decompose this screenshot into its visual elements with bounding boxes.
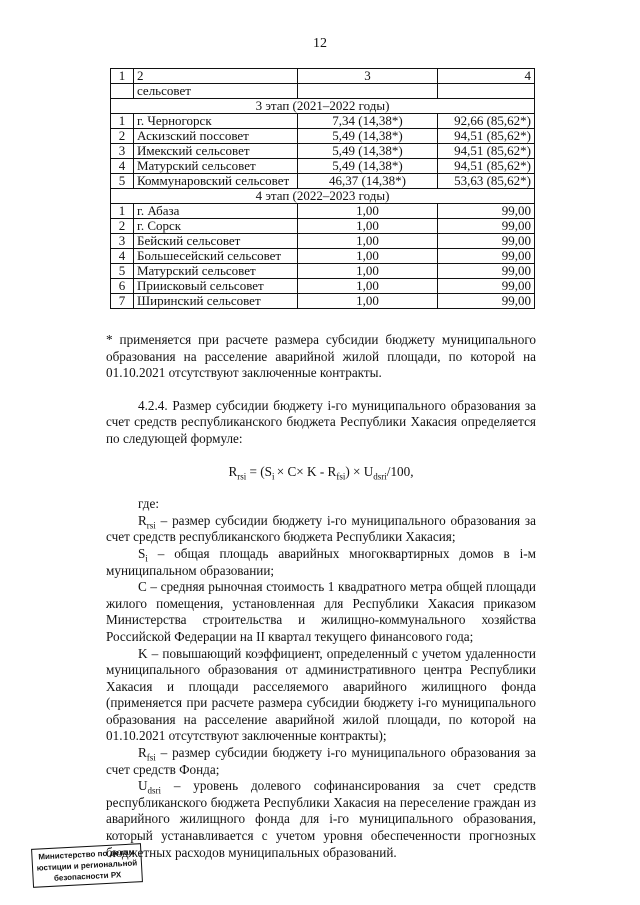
definition-item: K – повышающий коэффициент, определенный с учетом удаленности муниципального образования от административного центра Республики Хакасия и площади расселяемого аварийного жилищного фонда (применяется при расчете размера субсидии бюджету i-го муниципального образования на расселение аварийной жилой площади, по которой на 01.10.2021 отсутствуют заключенные контракты);	[106, 645, 536, 744]
document-body	[106, 332, 536, 861]
stage-title: 3 этап (2021–2022 годы)	[111, 99, 535, 114]
table-row	[111, 174, 535, 189]
table-cell: 5,49 (14,38*)	[298, 159, 438, 174]
table-cell: 3	[111, 144, 134, 159]
table-cell: 6	[111, 279, 134, 294]
table-row	[111, 204, 535, 219]
table-cell: 5	[111, 264, 134, 279]
table-cell: Бейский сельсовет	[134, 234, 298, 249]
table-cell: 2	[111, 129, 134, 144]
table-cell: 1	[111, 114, 134, 129]
table-cell: Матурский сельсовет	[134, 159, 298, 174]
table-cell: Приисковый сельсовет	[134, 279, 298, 294]
table-cell	[438, 84, 535, 99]
table-cell: 3	[111, 234, 134, 249]
table-cell: 4	[438, 69, 535, 84]
table-cell: 2	[111, 219, 134, 234]
table-cell: Аскизский поссовет	[134, 129, 298, 144]
table-cell: Коммунаровский сельсовет	[134, 174, 298, 189]
table-cell: 7,34 (14,38*)	[298, 114, 438, 129]
stage-header-row	[111, 99, 535, 114]
definition-item: $U_{dsri}$ – уровень долевого софинансирования за счет средств республиканского бюджета Республики Хакасия на переселение граждан из аварийного жилищного фонда для i-го муниципального образования, который устанавливается с учетом уровня обеспеченности прогнозных бюджетных расходов муниципальных образований.	[106, 778, 536, 860]
table-cell: 1	[111, 69, 134, 84]
table-cell: 1,00	[298, 234, 438, 249]
table-cell: 7	[111, 294, 134, 309]
table-cell: г. Черногорск	[134, 114, 298, 129]
table-cell: 99,00	[438, 204, 535, 219]
table-cell: 2	[134, 69, 298, 84]
table-cell: 1,00	[298, 204, 438, 219]
definition-item: $R_{rsi}$ – размер субсидии бюджету i-го муниципального образования за счет средств республиканского бюджета Республики Хакасия;	[106, 512, 536, 545]
table-cell: 1,00	[298, 294, 438, 309]
table-cell: Ширинский сельсовет	[134, 294, 298, 309]
table-cell	[298, 84, 438, 99]
table-row	[111, 219, 535, 234]
table-cell: 99,00	[438, 249, 535, 264]
table-row	[111, 144, 535, 159]
subsidy-table	[110, 68, 535, 309]
table-row	[111, 159, 535, 174]
table-row	[111, 129, 535, 144]
table-cell	[111, 84, 134, 99]
table-row	[111, 234, 535, 249]
table-cell: 1,00	[298, 264, 438, 279]
table-cell: 1,00	[298, 279, 438, 294]
stage-title: 4 этап (2022–2023 годы)	[111, 189, 535, 204]
table-cell: 99,00	[438, 219, 535, 234]
table-cell: г. Сорск	[134, 219, 298, 234]
table-cell: 3	[298, 69, 438, 84]
where-label: где:	[138, 496, 159, 512]
table-cell: 5,49 (14,38*)	[298, 144, 438, 159]
table-cell: 94,51 (85,62*)	[438, 129, 535, 144]
table-cell: 94,51 (85,62*)	[438, 144, 535, 159]
table-cell: 46,37 (14,38*)	[298, 174, 438, 189]
definition-item: C – средняя рыночная стоимость 1 квадратного метра общей площади жилого помещения, установленная для Республики Хакасия приказом Министерства строительства и жилищно-коммунального хозяйства Российской Федерации на II квартал текущего финансового года;	[106, 579, 536, 644]
table-cell: 1,00	[298, 249, 438, 264]
table-cell: 5	[111, 174, 134, 189]
table-cell: 4	[111, 159, 134, 174]
definition-item: $S_i$ – общая площадь аварийных многоквартирных домов в i-м муниципальном образовании;	[106, 545, 536, 578]
table-row	[111, 279, 535, 294]
table-row	[111, 249, 535, 264]
table-cell: 53,63 (85,62*)	[438, 174, 535, 189]
table-cell: 92,66 (85,62*)	[438, 114, 535, 129]
table-row	[111, 264, 535, 279]
table-row	[111, 84, 535, 99]
paragraph-4-2-4: 4.2.4. Размер субсидии бюджету i-го муниципального образования за счет средств республиканского бюджета Республики Хакасия определяется по следующей формуле:	[106, 397, 536, 446]
table-cell: Имекский сельсовет	[134, 144, 298, 159]
table-cell: 1	[111, 204, 134, 219]
stage-header-row	[111, 189, 535, 204]
table-cell: 99,00	[438, 264, 535, 279]
table-cell: сельсовет	[134, 84, 298, 99]
page-number: 12	[313, 36, 327, 51]
formula: $R_{rsi} = (S_i \times C\times K - R_{fsi}) \times U_{dsri}/100$,	[228, 463, 414, 482]
table-cell: 1,00	[298, 219, 438, 234]
footnote: * применяется при расчете размера субсидии бюджету муниципального образования на расселение аварийной жилой площади, по которой на 01.10.2021 отсутствуют заключенные контракты.	[106, 332, 536, 381]
table-cell: 5,49 (14,38*)	[298, 129, 438, 144]
table-cell: 99,00	[438, 234, 535, 249]
table-cell: 99,00	[438, 279, 535, 294]
table-cell: 94,51 (85,62*)	[438, 159, 535, 174]
definition-item: $R_{fsi}$ – размер субсидии бюджету i-го муниципального образования за счет средств Фонда;	[106, 745, 536, 777]
table-cell: Большесейский сельсовет	[134, 249, 298, 264]
table-row	[111, 294, 535, 309]
ministry-stamp: Министерство по делам юстиции и региональной безопасности РХ	[31, 843, 143, 888]
table-cell: 99,00	[438, 294, 535, 309]
table-cell: 4	[111, 249, 134, 264]
table-row	[111, 114, 535, 129]
table-cell: г. Абаза	[134, 204, 298, 219]
table-row	[111, 69, 535, 84]
table-cell: Матурский сельсовет	[134, 264, 298, 279]
